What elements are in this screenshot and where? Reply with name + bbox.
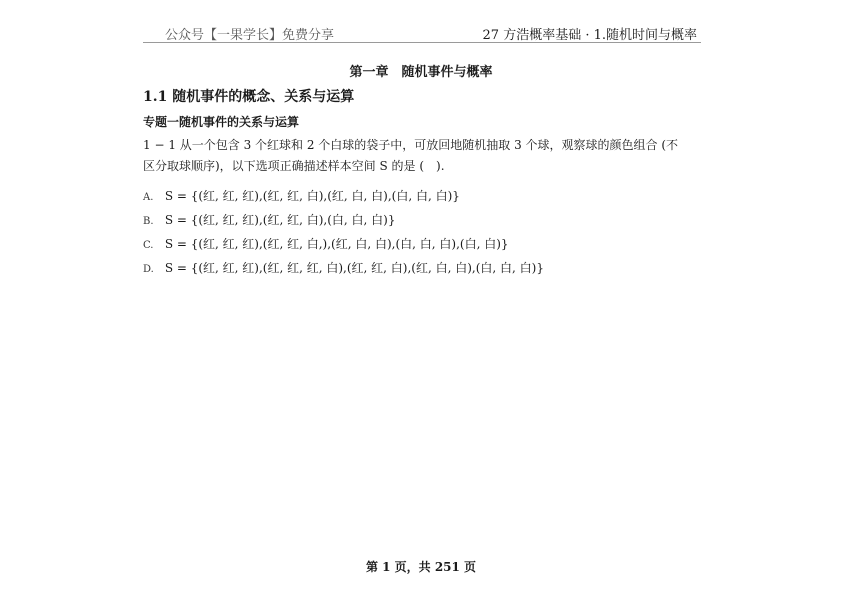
- option-letter: D.: [143, 264, 154, 275]
- answer-options: [143, 184, 703, 280]
- header-source-note: 公众号【一果学长】免费分享: [165, 28, 335, 43]
- option-d: [143, 256, 703, 280]
- topic-title: 专题一随机事件的关系与运算: [143, 115, 300, 129]
- option-b: [143, 208, 703, 232]
- option-a: [143, 184, 703, 208]
- option-text: S = {(红, 红, 红),(红, 红, 白),(红, 白, 白),(白, 白, 白)}: [164, 189, 460, 203]
- option-letter: B.: [143, 216, 154, 227]
- page-header: [143, 24, 701, 43]
- option-text: S = {(红, 红, 红),(红, 红, 白,),(红, 白, 白),(白, 白, 白),(白, 白)}: [164, 237, 509, 251]
- question-stem: [143, 135, 703, 177]
- question-line-2: 区分取球顺序)，以下选项正确描述样本空间 S 的是 ( ).: [143, 159, 445, 173]
- option-text: S = {(红, 红, 红),(红, 红, 白),(白, 白, 白)}: [164, 213, 396, 227]
- header-running-title: 27 方浩概率基础 · 1.随机时间与概率: [482, 28, 697, 43]
- option-letter: A.: [143, 192, 154, 203]
- option-letter: C.: [143, 240, 154, 251]
- page-number-footer: 第 1 页，共 251 页: [365, 560, 477, 574]
- question-line-1: 1 − 1 从一个包含 3 个红球和 2 个白球的袋子中，可放回地随机抽取 3 个球，观察球的颜色组合 (不: [143, 138, 679, 152]
- option-text: S = {(红, 红, 红),(红, 红, 红, 白),(红, 红, 白),(红, 白, 白),(白, 白, 白)}: [164, 261, 544, 275]
- chapter-title: 第一章 随机事件与概率: [349, 65, 493, 80]
- section-title: 1.1 随机事件的概念、关系与运算: [143, 89, 355, 105]
- option-c: [143, 232, 703, 256]
